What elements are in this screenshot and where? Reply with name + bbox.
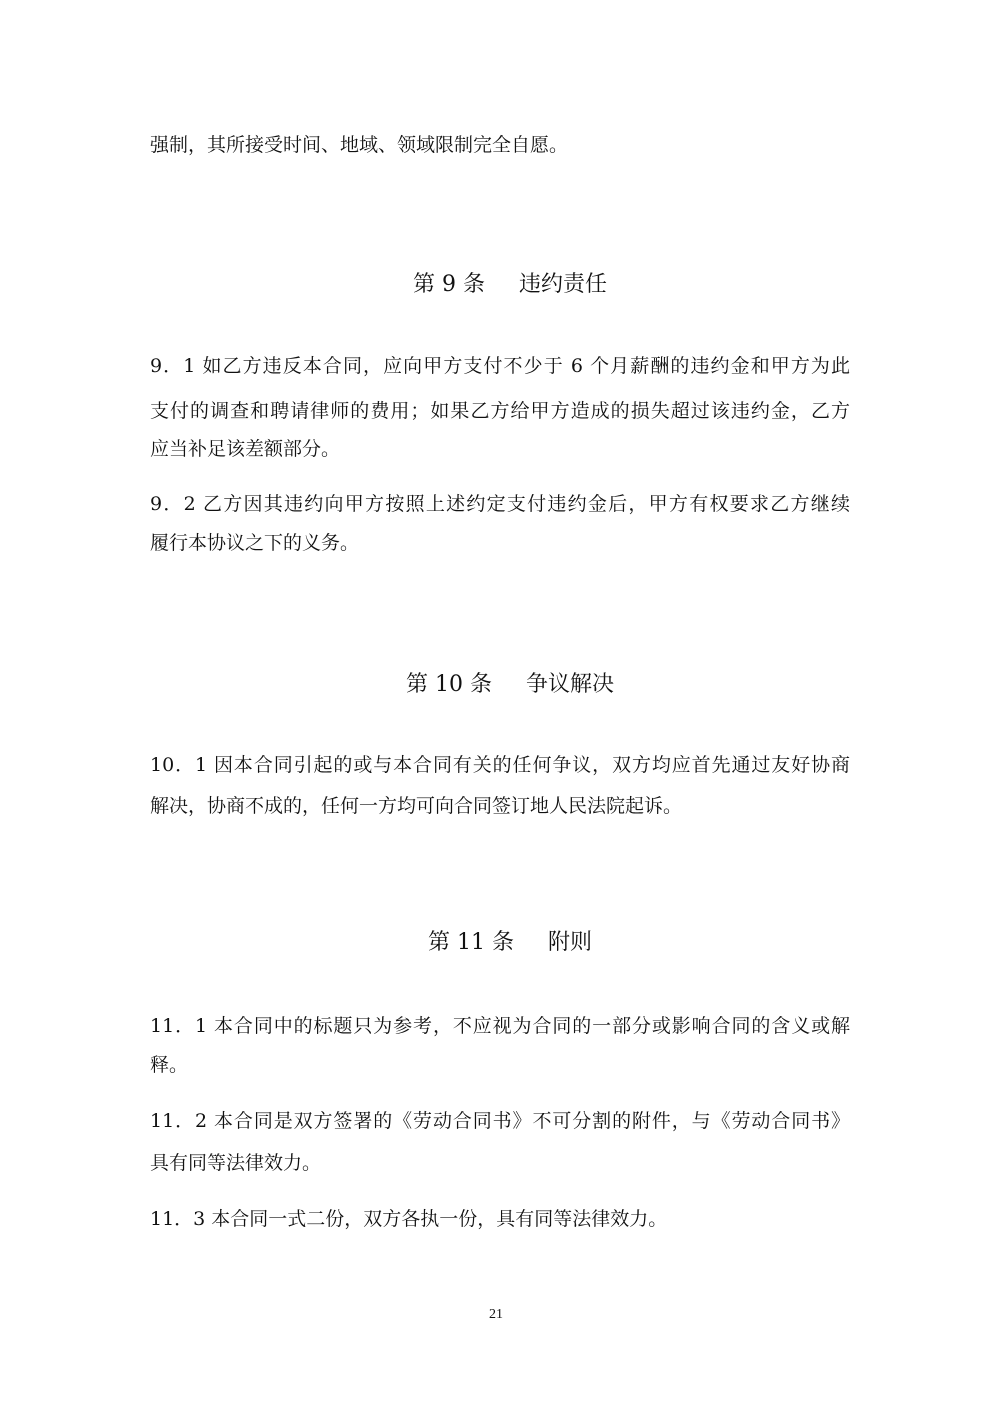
clause-9-2-line-2: 履行本协议之下的义务。	[150, 532, 360, 554]
clause-11-1-line-2: 释。	[150, 1054, 189, 1076]
clause-9-1-line-1: 9．1 如乙方违反本合同，应向甲方支付不少于 6 个月薪酬的违约金和甲方为此	[150, 355, 850, 377]
clause-9-1-line-3: 应当补足该差额部分。	[150, 438, 341, 460]
clause-10-1-line-2: 解决，协商不成的，任何一方均可向合同签订地人民法院起诉。	[150, 795, 683, 817]
article-9-heading	[0, 240, 992, 330]
article-11-heading	[0, 898, 992, 988]
page-number: 21	[489, 1307, 503, 1322]
clause-9-1-line-2: 支付的调查和聘请律师的费用；如果乙方给甲方造成的损失超过该违约金，乙方	[150, 400, 850, 422]
article-10-heading	[0, 640, 992, 730]
clause-11-3-line-1: 11．3 本合同一式二份，双方各执一份，具有同等法律效力。	[150, 1208, 668, 1230]
clause-10-1-line-1: 10．1 因本合同引起的或与本合同有关的任何争议，双方均应首先通过友好协商	[150, 754, 850, 776]
paragraph-continuation: 强制，其所接受时间、地域、领域限制完全自愿。	[150, 134, 569, 156]
article-9-number: 第 9 条	[412, 272, 485, 297]
article-11-number: 第 11 条	[427, 930, 514, 955]
clause-9-2-line-1: 9．2 乙方因其违约向甲方按照上述约定支付违约金后，甲方有权要求乙方继续	[150, 493, 850, 515]
article-9-title: 违约责任	[518, 272, 607, 297]
article-10-title: 争议解决	[525, 672, 614, 697]
article-11-title: 附则	[547, 930, 592, 955]
article-10-number: 第 10 条	[405, 672, 492, 697]
clause-11-2-line-2: 具有同等法律效力。	[150, 1152, 322, 1174]
clause-11-1-line-1: 11．1 本合同中的标题只为参考，不应视为合同的一部分或影响合同的含义或解	[150, 1015, 850, 1037]
clause-11-2-line-1: 11．2 本合同是双方签署的《劳动合同书》不可分割的附件，与《劳动合同书》	[150, 1110, 850, 1132]
